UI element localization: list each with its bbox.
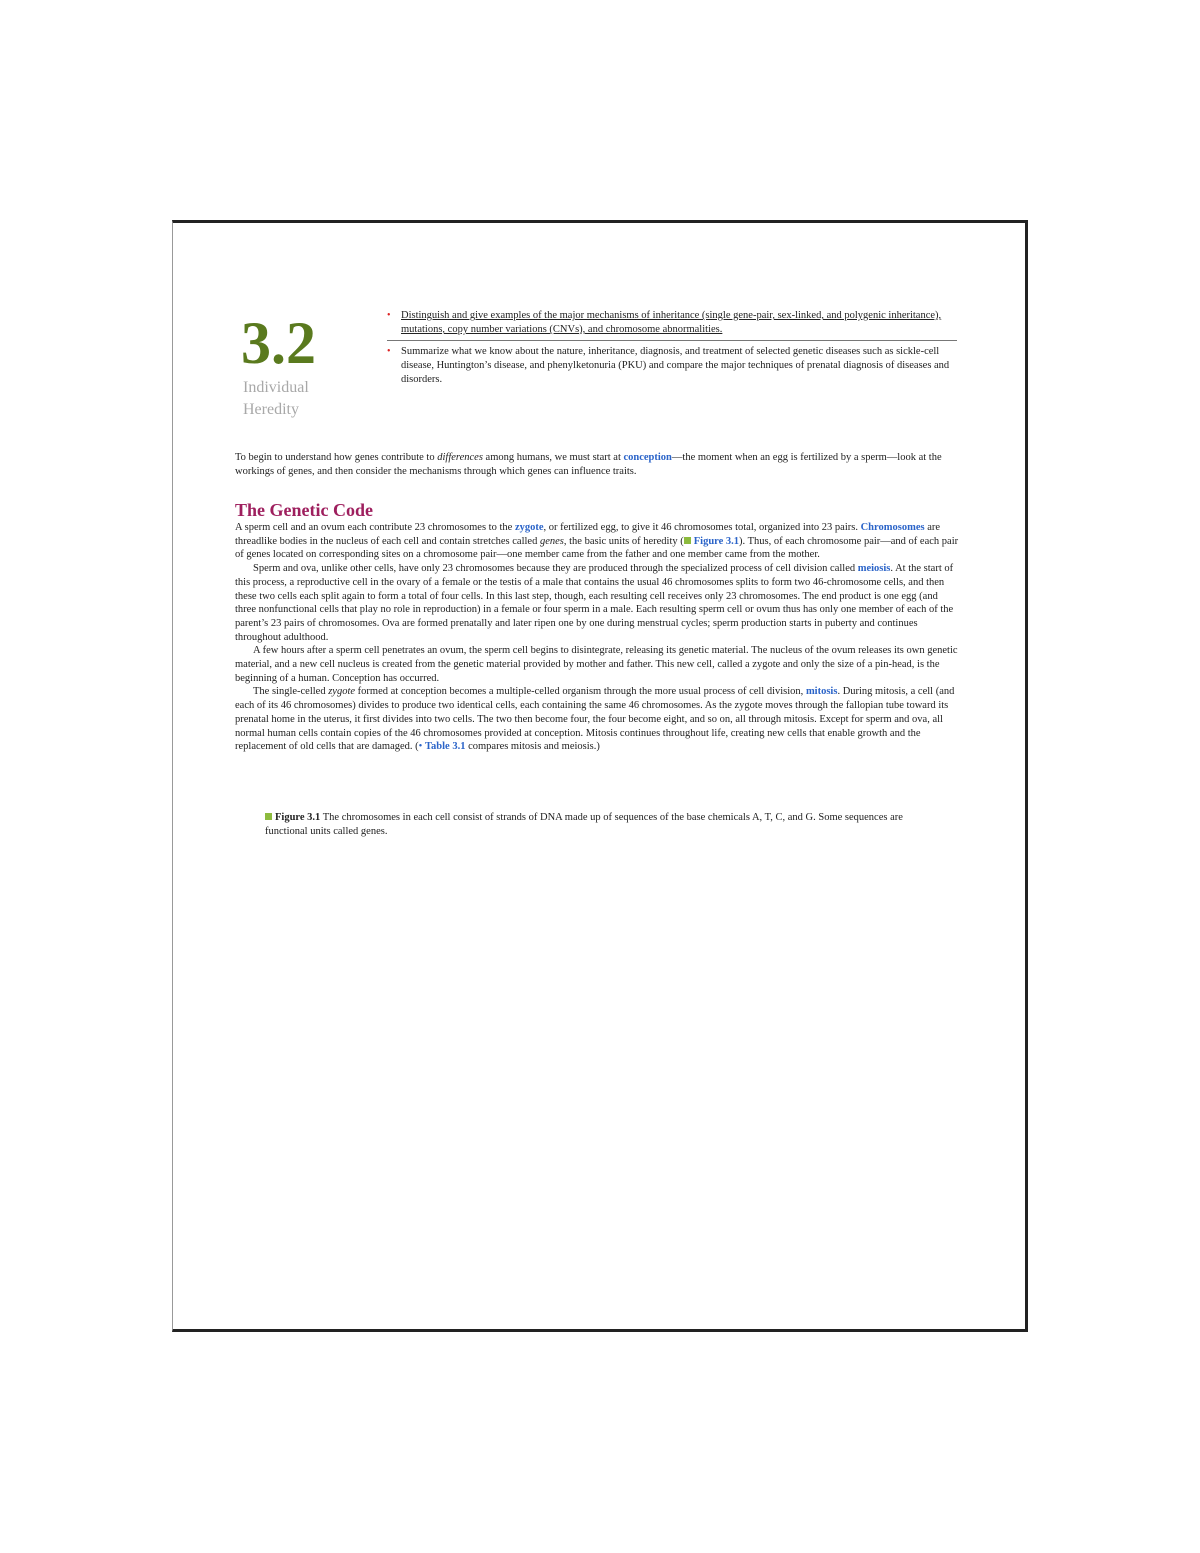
figure-marker-icon bbox=[684, 537, 691, 544]
section-title-line-1: Individual bbox=[243, 379, 309, 396]
section-title-line-2: Heredity bbox=[243, 401, 299, 418]
figure-marker-icon bbox=[265, 813, 272, 820]
section-number: 3.2 bbox=[241, 310, 316, 376]
paragraph: The single-celled zygote formed at conception becomes a multiple-celled organism through the more usual process of cell division, mitosis. During mitosis, a cell (and each of its 46 chromosomes) divides to produce two identical cells, each containing the same 46 chromosomes. As the zygote moves through the fallopian tube toward its prenatal home in the uterus, it first divides into two cells. The two then become four, the four become eight, and so on, all through mitosis. Except for sperm and ova, all normal human cells contain copies of the 46 chromosomes provided at conception. Mitosis continues throughout life, creating new cells that enable growth and the replacement of old cells that are damaged. (• Table 3.1 compares mitosis and meiosis.) bbox=[235, 686, 955, 753]
figure-link[interactable]: Figure 3.1 bbox=[693, 535, 740, 547]
objective-text: Summarize what we know about the nature, inheritance, diagnosis, and treatment of selected genetic diseases such as sickle-cell disease, Huntington’s disease, and phenylketonuria (PKU) and compare the major techniques of prenatal diagnosis of diseases and disorders. bbox=[401, 346, 950, 385]
document-page bbox=[172, 220, 1028, 1332]
objective-item bbox=[387, 345, 957, 387]
bullet-icon: • bbox=[387, 310, 391, 321]
paragraph: Sperm and ova, unlike other cells, have only 23 chromosomes because they are produced through the specialized process of cell division called meiosis. At the start of this process, a reproductive cell in the ovary of a female or the testis of a male that contains the usual 46 chromosomes splits to form two 46-chromosome cells, and then these two cells each split again to form a total of four cells. In this last step, though, each resulting cell receives only 23 chromosomes. The end product is one egg (and three nonfunctional cells that play no role in reproduction) in a female or four sperm in a male. Each resulting sperm cell or ovum thus has only one member of each of the parent’s 23 pairs of chromosomes. Ova are formed prenatally and later ripen one by one during menstrual cycles; sperm production starts in puberty and continues throughout adulthood. bbox=[235, 563, 954, 643]
key-term-mitosis[interactable]: mitosis bbox=[805, 686, 838, 698]
paragraph: A few hours after a sperm cell penetrates an ovum, the sperm cell begins to disintegrate, releasing its genetic material. The nucleus of the ovum releases its own genetic material, and a new cell nucleus is created from the genetic material provided by mother and father. This new cell, called a zygote and only the size of a pin-head, is the beginning of a human. Conception has occurred. bbox=[235, 645, 958, 684]
table-link[interactable]: Table 3.1 bbox=[424, 741, 466, 753]
table-marker-icon: • bbox=[418, 741, 423, 753]
section-title bbox=[243, 377, 343, 421]
key-term-chromosomes[interactable]: Chromosomes bbox=[860, 522, 925, 533]
figure-label: Figure 3.1 bbox=[275, 812, 321, 823]
objective-item bbox=[387, 309, 957, 341]
figure-caption bbox=[265, 811, 925, 839]
intro-paragraph: To begin to understand how genes contribute to differences among humans, we must start at conception—the moment when an egg is fertilized by a sperm—look at the workings of genes, and then consider the mechanisms through which genes can influence traits. bbox=[235, 452, 942, 477]
key-term-zygote[interactable]: zygote bbox=[514, 522, 544, 533]
objective-text: Distinguish and give examples of the major mechanisms of inheritance (single gene-pair, sex-linked, and polygenic inheritance), mutations, copy number variations (CNVs), and chromosome abnormalities. bbox=[401, 310, 942, 335]
body-text bbox=[235, 521, 959, 754]
learning-objectives bbox=[387, 309, 957, 387]
key-term-meiosis[interactable]: meiosis bbox=[857, 563, 891, 575]
emphasis-text: differences bbox=[437, 452, 483, 463]
paragraph: A sperm cell and an ovum each contribute 23 chromosomes to the zygote, or fertilized egg, to give it 46 chromosomes total, organized into 23 pairs. Chromosomes are threadlike bodies in the nucleus of each cell and contain stretches called genes, the basic units of heredity ( Figure 3.1). Thus, of each chromosome pair—and of each pair of genes located on corresponding sites on a chromosome pair—one member came from the father and one member came from the mother. bbox=[235, 522, 959, 561]
caption-text: The chromosomes in each cell consist of strands of DNA made up of sequences of the base chemicals A, T, C, and G. Some sequences are functional units called genes. bbox=[265, 812, 903, 837]
section-heading: The Genetic Code bbox=[235, 500, 373, 520]
key-term-conception[interactable]: conception bbox=[623, 452, 672, 463]
bullet-icon: • bbox=[387, 346, 391, 357]
